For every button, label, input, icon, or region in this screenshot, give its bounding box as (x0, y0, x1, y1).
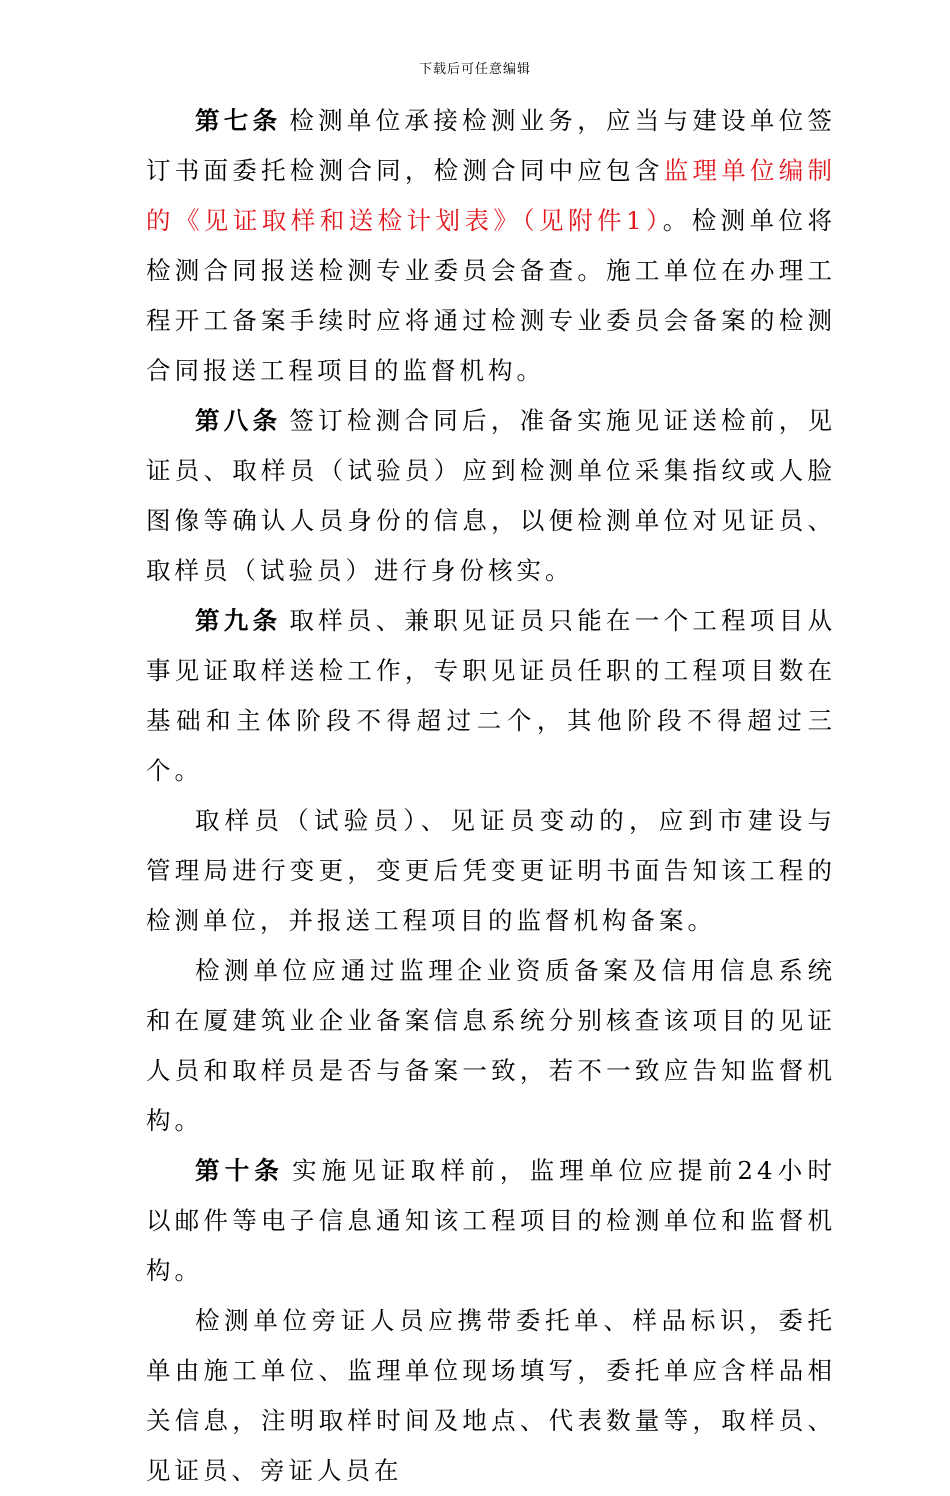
page-header: 下载后可任意编辑 (418, 62, 531, 77)
article-9-paragraph-3: 检测单位应通过监理企业资质备案及信用信息系统和在厦建筑业企业备案信息系统分别核查该项目的见证人员和取样员是否与备案一致，若不一致应告知监督机构。 (146, 956, 836, 1135)
article-9-label: 第九条 (195, 606, 282, 635)
article-7-text-a: 检测单位承接检测业务，应当与建设单位签订书面委托检测合同，检测合同中应包含 (146, 106, 837, 185)
article-8-text: 签订检测合同后，准备实施见证送检前，见证员、取样员（试验员）应到检测单位采集指纹或人脸图像等确认人员身份的信息，以便检测单位对见证员、取样员（试验员）进行身份核实。 (146, 406, 837, 585)
article-10 (146, 1146, 836, 1296)
article-9-text: 取样员、兼职见证员只能在一个工程项目从事见证取样送检工作，专职见证员任职的工程项目数在基础和主体阶段不得超过二个，其他阶段不得超过三个。 (146, 606, 837, 785)
article-10-label: 第十条 (195, 1156, 285, 1185)
article-7 (146, 96, 836, 396)
article-8 (146, 396, 836, 596)
article-10-text: 实施见证取样前，监理单位应提前24小时以邮件等电子信息通知该工程项目的检测单位和监督机构。 (146, 1156, 836, 1285)
article-8-label: 第八条 (195, 406, 282, 435)
article-7-highlight: 监理单位编制的《见证取样和送检计划表》（见附件1） (146, 156, 837, 235)
article-7-label: 第七条 (195, 106, 282, 135)
article-9 (146, 596, 836, 796)
document-body (146, 96, 836, 1496)
article-10-paragraph-2: 检测单位旁证人员应携带委托单、样品标识，委托单由施工单位、监理单位现场填写，委托单应含样品相关信息，注明取样时间及地点、代表数量等，取样员、见证员、旁证人员在 (146, 1306, 836, 1485)
article-9-paragraph-2: 取样员（试验员）、见证员变动的，应到市建设与管理局进行变更，变更后凭变更证明书面告知该工程的检测单位，并报送工程项目的监督机构备案。 (146, 806, 836, 935)
article-7-text-b: 。检测单位将检测合同报送检测专业委员会备查。施工单位在办理工程开工备案手续时应将通过检测专业委员会备案的检测合同报送工程项目的监督机构。 (146, 206, 837, 385)
